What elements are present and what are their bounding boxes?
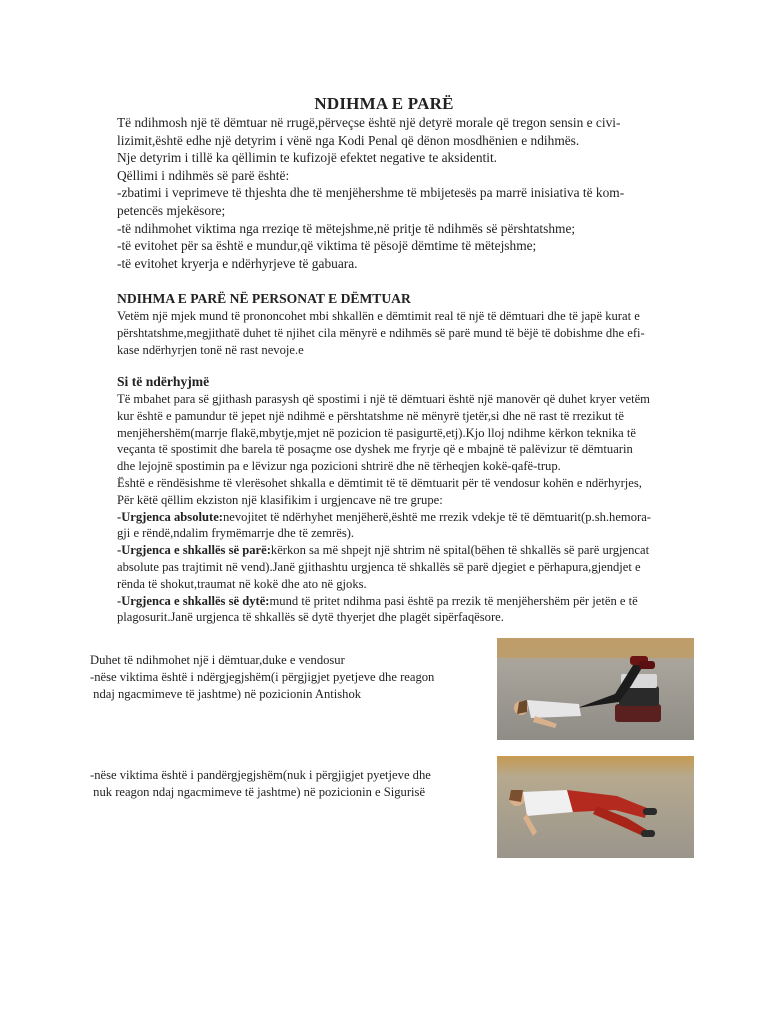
caption-line: -nëse viktima është i ndërgjegjshëm(i përgjigjet pyetjeve dhe reagon — [90, 670, 435, 684]
paragraph-line: Është e rëndësishme të vlerësohet shkalla e dëmtimit të të dëmtuarit për të vendosur kohën e ndërhyrjes, — [117, 475, 642, 490]
paragraph-line: përshtatshme,megjithatë duhet të njihet cila mënyrë e ndihmës së parë mund të bëjë të dobishme dhe efi- — [117, 325, 645, 340]
urgency-second-degree — [117, 593, 677, 610]
intro-line: -të ndihmohet viktima nga rreziqe të mëtejshme,në pritje të ndihmës së përshtatshme; — [117, 220, 576, 236]
paragraph-line: veçanta të spostimit dhe barela të posaçme ose dyshek me fryrje që e mbajnë të palëvizur të dëmtuarin — [117, 442, 633, 457]
intro-line: -të evitohet për sa është e mundur,që viktima të pësojë dëmtime të mëtejshme; — [117, 238, 537, 254]
antishock-position-photo — [497, 638, 694, 740]
caption-line: -nëse viktima është i pandërgjegjshëm(nuk i përgjigjet pyetjeve dhe — [90, 768, 431, 782]
page-title: NDIHMA E PARË — [314, 94, 454, 113]
paragraph-line: Vetëm një mjek mund të prononcohet mbi shkallën e dëmtimit real të një të dëmtuari dhe të japë kurat e — [117, 309, 640, 323]
intro-line: -të evitohet kryerja e ndërhyrjeve të gabuara. — [117, 255, 358, 271]
urgency-absolute — [117, 509, 677, 526]
paragraph-line: dhe lejojnë spostimin pa e lëvizur nga pozicioni shtrirë dhe në tërheqjen kokë-qafë-trup. — [117, 459, 561, 474]
caption-recovery — [90, 767, 431, 801]
urgency-absolute-label: -Urgjenca absolute: — [117, 509, 223, 524]
urgency-first-degree — [117, 542, 677, 559]
section-intervene-text — [117, 391, 677, 626]
paragraph-line: kur është e pamundur të jepet një ndihmë e përshtatshme në mënyrë tjetër,si dhe në rast të rrezikut të — [117, 408, 624, 423]
paragraph-line: Për këtë qëllim ekziston një klasifikim i urgjencave në tre grupe: — [117, 492, 443, 507]
intro-paragraph — [117, 114, 677, 272]
intro-line: petencës mjekësore; — [117, 202, 226, 218]
caption-line: Duhet të ndihmohet një i dëmtuar,duke e vendosur — [90, 653, 345, 667]
caption-line: ndaj ngacmimeve të jashtme) në pozicionin Antishok — [90, 687, 362, 701]
caption-antishock — [90, 652, 434, 703]
urgency-first-text: kërkon sa më shpejt një shtrim në spital(bëhen të shkallës së parë urgjencat — [270, 543, 650, 558]
paragraph-line: absolute pas trajtimit në vend).Janë gjithashtu urgjenca të shkallës së parë djegiet e përhapura,gjendjet e — [117, 559, 641, 574]
section-injured-text — [117, 308, 677, 358]
paragraph-line: rënda të shokut,traumat në kokë dhe ato në gjoks. — [117, 576, 367, 591]
urgency-absolute-text: nevojitet të ndërhyhet menjëherë,është me rrezik vdekje të të dëmtuarit(p.sh.hemora- — [222, 509, 651, 524]
paragraph-line: kase ndërhyrjen tonë në rast nevoje.e — [117, 342, 304, 357]
paragraph-line: menjëhershëm(marrje flakë,mbytje,mjet në pozicion të pasigurtë,etj).Kjo lloj ndihme kërkon teknika të — [117, 425, 636, 440]
recovery-position-photo — [497, 756, 694, 858]
urgency-second-label: -Urgjenca e shkallës së dytë: — [117, 593, 270, 608]
intro-line: -zbatimi i veprimeve të thjeshta dhe të menjëhershme të mbijetesës pa marrë inisiativa të kom- — [117, 185, 625, 201]
section-heading-injured: NDIHMA E PARË NË PERSONAT E DËMTUAR — [117, 291, 411, 306]
paragraph-line: gji e rëndë,ndalim frymëmarrje dhe të zemrës). — [117, 526, 355, 541]
paragraph-line: Të mbahet para së gjithash parasysh që spostimi i një të dëmtuari është një manovër që duhet kryer vetëm — [117, 392, 650, 406]
caption-line: nuk reagon ndaj ngacmimeve të jashtme) në pozicionin e Sigurisë — [90, 785, 426, 799]
urgency-second-text: mund të pritet ndihma pasi është pa rrezik të menjëhershëm për jetën e të — [269, 593, 638, 608]
section-heading-intervene: Si të ndërhyjmë — [117, 374, 210, 389]
intro-line: Nje detyrim i tillë ka qëllimin te kufizojë efektet negative te aksidentit. — [117, 150, 498, 166]
paragraph-line: plagosurit.Janë urgjenca të shkallës së dytë thyerjet dhe plagët sipërfaqësore. — [117, 610, 504, 625]
intro-line: lizimit,është edhe një detyrim i vënë nga Kodi Penal që dënon mosdhënien e ndihmës. — [117, 132, 580, 148]
intro-line: Qëllimi i ndihmës së parë është: — [117, 167, 290, 183]
urgency-first-label: -Urgjenca e shkallës së parë: — [117, 543, 271, 558]
intro-line: Të ndihmosh një të dëmtuar në rrugë,përveçse është një detyrë morale që tregon sensin e civi- — [117, 115, 621, 130]
